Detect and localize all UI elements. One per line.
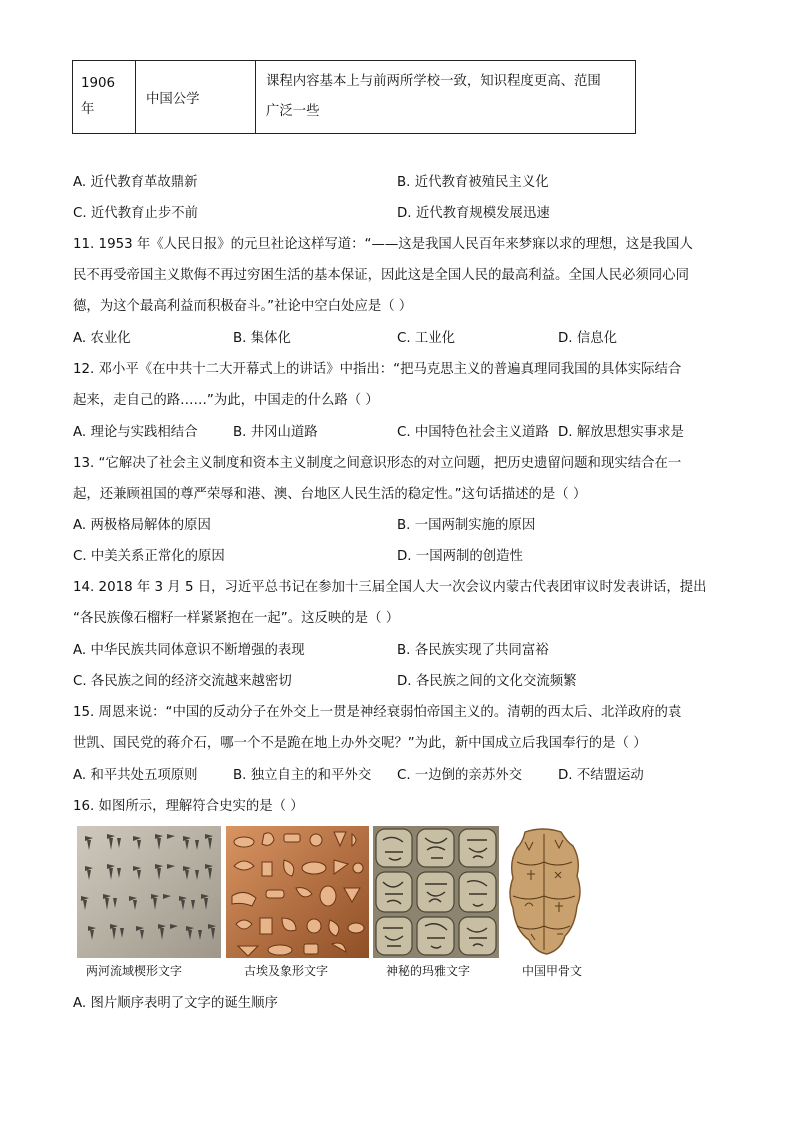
- q11-stem-line-1: 11. 1953 年《人民日报》的元旦社论这样写道：“——这是我国人民百年来梦寐以求的理想，这是我国人: [73, 237, 693, 252]
- content-line-2: 广泛一些: [266, 104, 320, 119]
- q11-option-d: D. 信息化: [558, 331, 617, 346]
- oracle-bone-illustration: [503, 826, 585, 958]
- cuneiform-tablet-illustration: [77, 826, 221, 958]
- year-cell: [73, 61, 136, 134]
- q10-option-a: A. 近代教育革故鼎新: [73, 175, 198, 190]
- maya-glyph-illustration: [373, 826, 499, 958]
- q11-option-b: B. 集体化: [233, 331, 291, 346]
- school-cell: 中国公学: [136, 61, 256, 134]
- q12-option-c: C. 中国特色社会主义道路: [397, 425, 549, 440]
- caption-oracle-bone: 中国甲骨文: [522, 964, 583, 978]
- q14-option-c: C. 各民族之间的经济交流越来越密切: [73, 674, 292, 689]
- q15-option-c: C. 一边倒的亲苏外交: [397, 768, 522, 783]
- q15-option-d: D. 不结盟运动: [558, 768, 644, 783]
- caption-maya: 神秘的玛雅文字: [386, 964, 471, 978]
- caption-hieroglyph: 古埃及象形文字: [244, 964, 329, 978]
- q15-stem-line-1: 15. 周恩来说：“中国的反动分子在外交上一贯是神经衰弱怕帝国主义的。清朝的西太后、北洋政府的袁: [73, 705, 682, 720]
- q13-stem-line-1: 13. “它解决了社会主义制度和资本主义制度之间意识形态的对立问题，把历史遗留问题和现实结合在一: [73, 456, 682, 471]
- year-value: 1906: [81, 76, 116, 91]
- q13-stem-line-2: 起，还兼顾祖国的尊严荣辱和港、澳、台地区人民生活的稳定性。”这句话描述的是（ ）: [73, 487, 587, 502]
- hieroglyph-relief-illustration: [226, 826, 369, 958]
- q15-stem-line-2: 世凯、国民党的蒋介石，哪一个不是跪在地上办外交呢？”为此，新中国成立后我国奉行的是（ ）: [73, 736, 647, 751]
- q15-option-a: A. 和平共处五项原则: [73, 768, 198, 783]
- maya-glyph-image: [373, 826, 499, 958]
- q16-option-a: A. 图片顺序表明了文字的诞生顺序: [73, 996, 278, 1011]
- q15-option-b: B. 独立自主的和平外交: [233, 768, 372, 783]
- caption-cuneiform: 两河流域楔形文字: [86, 964, 183, 978]
- school-table: [72, 60, 636, 134]
- q12-option-b: B. 井冈山道路: [233, 425, 318, 440]
- q12-option-d: D. 解放思想实事求是: [558, 425, 684, 440]
- q13-option-c: C. 中美关系正常化的原因: [73, 549, 225, 564]
- year-unit: 年: [81, 102, 95, 117]
- q13-option-a: A. 两极格局解体的原因: [73, 518, 211, 533]
- cuneiform-image: [77, 826, 221, 958]
- q16-stem-line-1: 16. 如图所示，理解符合史实的是（ ）: [73, 799, 304, 814]
- q10-option-c: C. 近代教育止步不前: [73, 206, 198, 221]
- content-line-1: 课程内容基本上与前两所学校一致，知识程度更高、范围: [266, 74, 601, 89]
- q11-option-c: C. 工业化: [397, 331, 456, 346]
- table-row: [73, 61, 636, 134]
- q14-option-d: D. 各民族之间的文化交流频繁: [397, 674, 577, 689]
- q12-option-a: A. 理论与实践相结合: [73, 425, 198, 440]
- q11-stem-line-2: 民不再受帝国主义欺侮不再过穷困生活的基本保证，因此这是全国人民的最高利益。全国人民必须同心同: [73, 268, 689, 283]
- q14-option-a: A. 中华民族共同体意识不断增强的表现: [73, 643, 305, 658]
- q12-stem-line-1: 12. 邓小平《在中共十二大开幕式上的讲话》中指出：“把马克思主义的普遍真理同我国的具体实际结合: [73, 362, 682, 377]
- q14-stem-line-2: “各民族像石榴籽一样紧紧抱在一起”。这反映的是（ ）: [73, 611, 400, 626]
- q10-option-d: D. 近代教育规模发展迅速: [397, 206, 550, 221]
- q13-option-d: D. 一国两制的创造性: [397, 549, 523, 564]
- q11-stem-line-3: 德，为这个最高利益而积极奋斗。”社论中空白处应是（ ）: [73, 299, 413, 314]
- hieroglyph-image: [226, 826, 369, 958]
- q10-option-b: B. 近代教育被殖民主义化: [397, 175, 549, 190]
- q12-stem-line-2: 起来，走自己的路……”为此，中国走的什么路（ ）: [73, 393, 379, 408]
- q11-option-a: A. 农业化: [73, 331, 131, 346]
- q13-option-b: B. 一国两制实施的原因: [397, 518, 536, 533]
- q14-stem-line-1: 14. 2018 年 3 月 5 日，习近平总书记在参加十三届全国人大一次会议内蒙古代表团审议时发表讲话，提出: [73, 580, 707, 595]
- content-cell: [256, 61, 636, 134]
- oracle-bone-image: [503, 826, 585, 958]
- q14-option-b: B. 各民族实现了共同富裕: [397, 643, 549, 658]
